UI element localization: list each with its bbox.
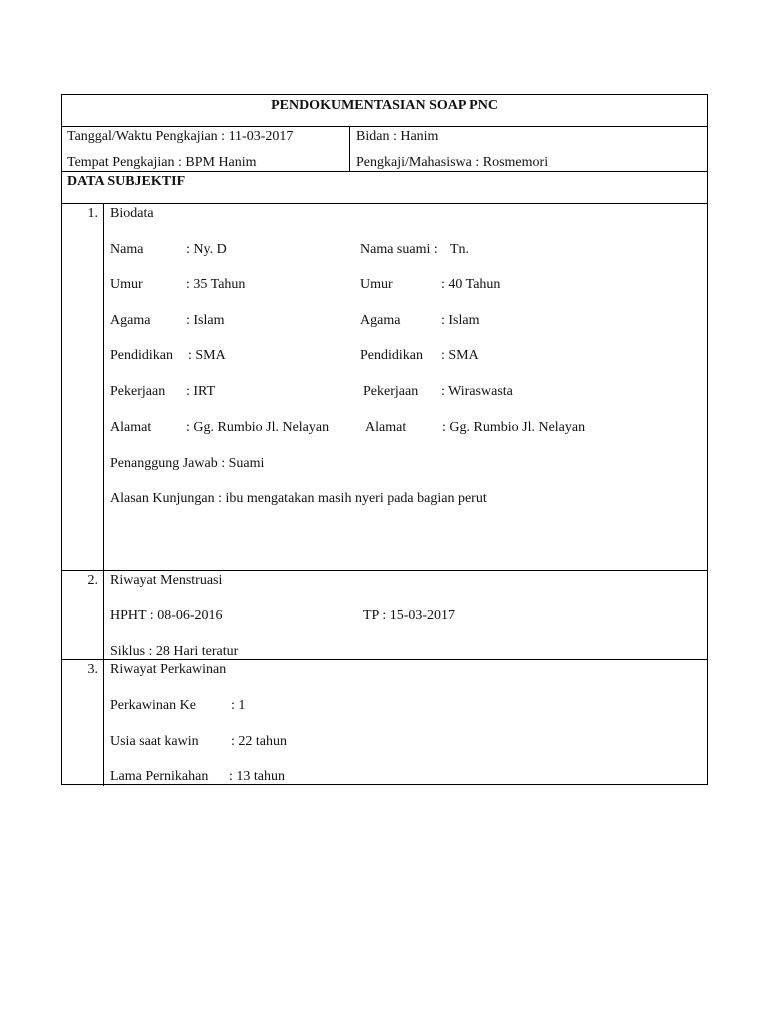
- field-value: : Islam: [186, 313, 225, 328]
- number-column-divider: [103, 203, 104, 786]
- field-label: Alamat: [110, 420, 152, 435]
- field-value: : Gg. Rumbio Jl. Nelayan: [186, 420, 330, 435]
- field-label: Pendidikan: [360, 348, 423, 363]
- soap-form-table: [61, 94, 708, 785]
- field-value: : 22 tahun: [231, 734, 287, 749]
- field-label: Pekerjaan: [363, 384, 419, 399]
- field-value: : SMA: [441, 348, 479, 363]
- field-value: : Wiraswasta: [441, 384, 513, 399]
- field-value: : SMA: [188, 348, 226, 363]
- field-label: Agama: [110, 313, 151, 328]
- field-label: Umur: [110, 277, 143, 292]
- field-label: Pendidikan: [110, 348, 173, 363]
- item-number: 2.: [87, 573, 98, 588]
- field-value: : 40 Tahun: [441, 277, 501, 292]
- field-value: : Ny. D: [186, 242, 227, 257]
- field-value: : Gg. Rumbio Jl. Nelayan: [442, 420, 586, 435]
- row-divider: [62, 171, 707, 172]
- hpht: HPHT : 08-06-2016: [110, 608, 223, 623]
- biodata-heading: Biodata: [110, 206, 154, 221]
- field-label: Nama suami :: [360, 242, 438, 257]
- field-label: Alamat: [365, 420, 407, 435]
- tanggal-pengkajian: Tanggal/Waktu Pengkajian : 11-03-2017: [67, 129, 294, 144]
- penanggung-jawab: Penanggung Jawab : Suami: [110, 456, 265, 471]
- siklus: Siklus : 28 Hari teratur: [110, 644, 239, 659]
- item-number: 1.: [87, 206, 98, 221]
- field-value: Tn.: [450, 242, 470, 257]
- field-value: : 1: [231, 698, 246, 713]
- perkawinan-heading: Riwayat Perkawinan: [110, 662, 227, 677]
- field-label: Agama: [360, 313, 401, 328]
- row-divider: [62, 203, 707, 204]
- field-label: Lama Pernikahan: [110, 769, 209, 784]
- row-divider: [62, 126, 707, 127]
- field-label: Umur: [360, 277, 393, 292]
- column-divider: [349, 126, 350, 171]
- field-label: Pekerjaan: [110, 384, 166, 399]
- field-label: Usia saat kawin: [110, 734, 199, 749]
- field-value: : 13 tahun: [229, 769, 285, 784]
- bidan: Bidan : Hanim: [356, 129, 439, 144]
- item-number: 3.: [87, 662, 98, 677]
- field-value: : Islam: [441, 313, 480, 328]
- tempat-pengkajian: Tempat Pengkajian : BPM Hanim: [67, 155, 257, 170]
- section-title: DATA SUBJEKTIF: [67, 174, 186, 189]
- field-value: : 35 Tahun: [186, 277, 246, 292]
- field-label: Nama: [110, 242, 144, 257]
- form-title: PENDOKUMENTASIAN SOAP PNC: [271, 98, 498, 113]
- alasan-kunjungan: Alasan Kunjungan : ibu mengatakan masih nyeri pada bagian perut: [110, 491, 487, 506]
- row-divider: [62, 570, 707, 571]
- pengkaji-mahasiswa: Pengkaji/Mahasiswa : Rosmemori: [356, 155, 549, 170]
- tp: TP : 15-03-2017: [363, 608, 456, 623]
- field-value: : IRT: [186, 384, 216, 399]
- field-label: Perkawinan Ke: [110, 698, 196, 713]
- menstruasi-heading: Riwayat Menstruasi: [110, 573, 223, 588]
